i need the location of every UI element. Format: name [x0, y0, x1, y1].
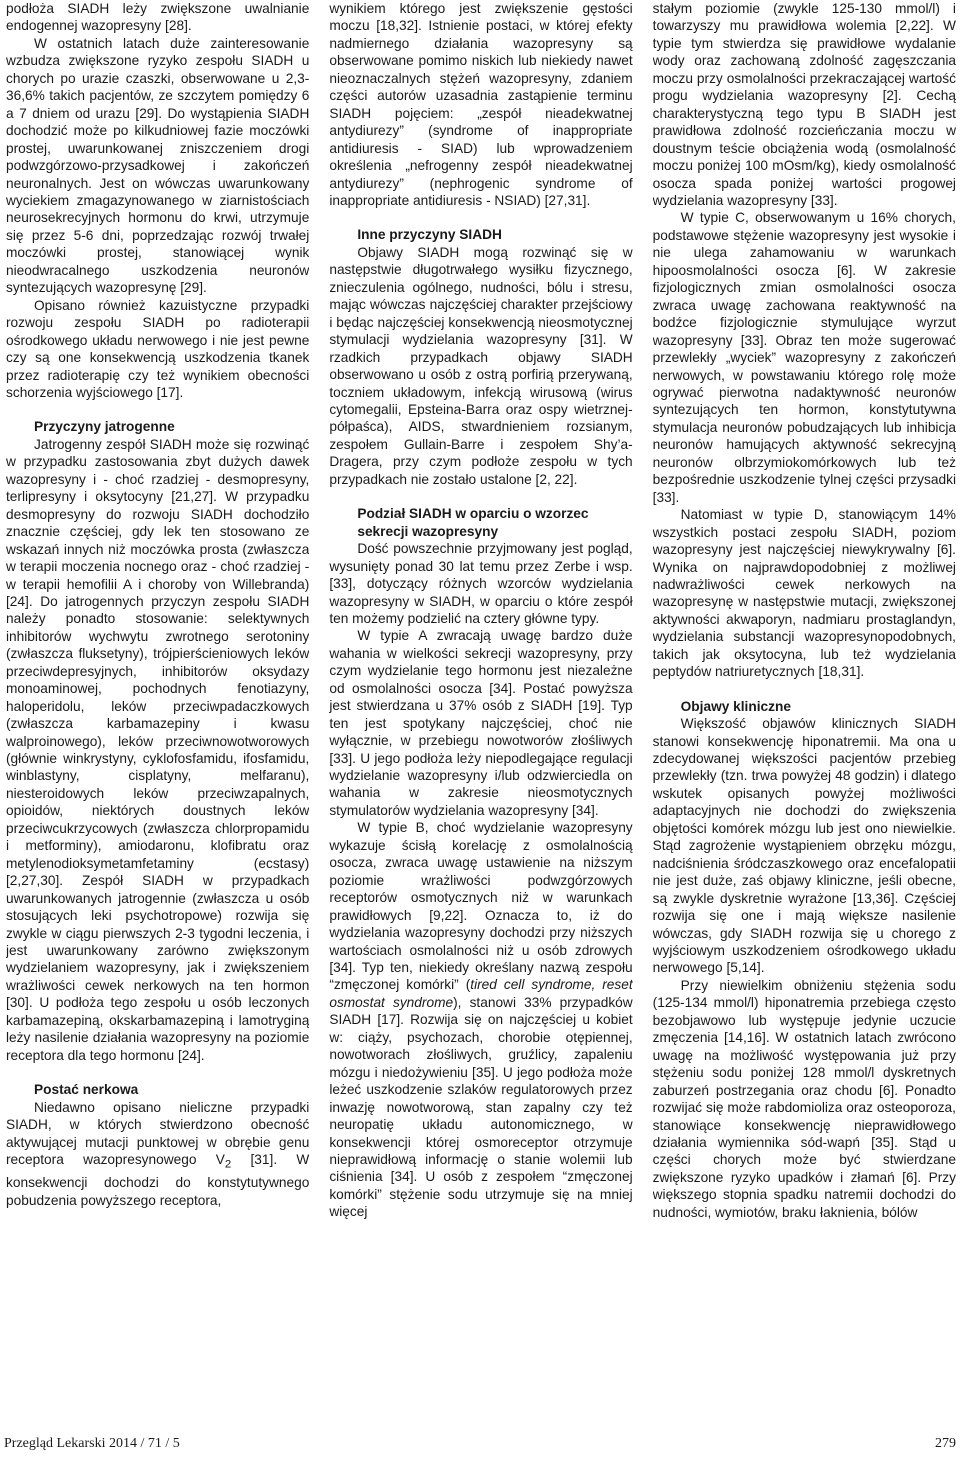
column-1	[6, 0, 309, 1418]
paragraph	[329, 819, 632, 1220]
paragraph: Natomiast w typie D, stanowiącym 14% wszystkich postaci zespołu SIADH, poziom wazopresyny jest najczęściej niewykrywalny [6]. Wynika on najprawdopodobniej z możliwej nadwrażliwości cewek nerkowych na wazopresynę w następstwie mutacji, zwiększonej aktywności akwaporyn, nadmiaru prostaglandyn, wydzielania substancji wazopresynopodobnych, takich jak oksytocyna, lub też wydzielania peptydów natriuretycznych [18,31].	[652, 507, 956, 680]
journal-citation: Przegląd Lekarski 2014 / 71 / 5	[4, 1436, 180, 1451]
paragraph: stałym poziomie (zwykle 125-130 mmol/l) i towarzyszy mu prawidłowa wolemia [2,22]. W typie tym stwierdza się prawidłowe wydalanie wody oraz zachowaną zdolność zagęszczania moczu przy osmolalności przekraczającej wartość progu wydzielania wazopresyny [2]. Cechą charakterystyczną tego typu B SIADH jest prawidłowa zdolność rozcieńczania moczu w doustnym teście obciążenia wodą (osmolalność moczu poniżej 100 mOsm/kg), kiedy osmolalność osocza spada poniżej wartości progowej wydzielania wazopresyny [33].	[652, 1, 956, 208]
paragraph: W typie A zwracają uwagę bardzo duże wahania w wielkości sekrecji wazopresyny, przy czym wydzielanie tego hormonu jest niezależne od osmolalności osocza [34]. Postać powyższa jest stwierdzana u 37% osób z SIADH [19]. Typ ten jest spotykany najczęściej, choć nie wyłącznie, w przebiegu nowotworów złośliwych [33]. U jego podłoża leży niepodlegające regulacji wydzielanie wazopresyny i/lub odzwierciedla on wahania w zakresie nieosmotycznych stymulatorów wydzielania wazopresyny [34].	[329, 628, 633, 818]
section-heading: Inne przyczyny SIADH	[357, 227, 502, 243]
paragraph: Opisano również kazuistyczne przypadki rozwoju zespołu SIADH po radioterapii ośrodkowego układu nerwowego i nie jest pewne czy są one konsekwencją uszkodzenia tkanek przez radioterapię czy też wynikiem obecności schorzenia wyjściowego [17].	[6, 297, 310, 400]
paragraph: Przy niewielkim obniżeniu stężenia sodu (125-134 mmol/l) hiponatremia przebiega często bezobjawowo lub występuje jedynie uczucie zmęczenia [14,16]. W ostatnich latach zwrócono uwagę na możliwość występowania już przy stężeniu sodu poniżej 128 mmol/l dyskretnych zaburzeń postrzegania oraz chodu [6]. Ponadto rozwijać się może rabdomioliza oraz osteoporoza, stanowiące konsekwencję nieprawidłowego działania wymiennika sód-wapń [35]. Stąd u części chorych może być stwierdzane zwiększone ryzyko upadków i złamań [6]. Przy większego stopnia spadku natremii dochodzi do nudności, wymiotów, braku łaknienia, bólów	[652, 977, 956, 1220]
text-run: ), stanowi 33% przypadków SIADH [17]. Rozwija się on najczęściej u kobiet w: ciąży, psychozach, chorobie otępiennej, nowotworach złośliwych, gruźlicy, zapaleniu mózgu i niedożywieniu [35]. U jego podłoża może leżeć uszkodzenie szlaków regulatorowych przez inwazję nowotworową, stan zapalny czy też neuropatię układu autonomicznego, w konsekwencji której osmoreceptor otrzymuje nieprawidłową informację o stanie wolemii lub ciśnienia [34]. U osób z zespołem “zmęczonej komórki” stężenie sodu utrzymuje się na mniej więcej	[329, 994, 633, 1220]
paragraph: Większość objawów klinicznych SIADH stanowi konsekwencję hiponatremii. Ma ona u zdecydowanej większości pacjentów przebieg przewlekły (tzn. trwa powyżej 48 godzin) i dlatego wskutek opisanych powyżej możliwości adaptacyjnych nie dochodzi do zwiększenia objętości komórek mózgu lub jest ono niewielkie. Stąd zagrożenie wystąpieniem obrzęku mózgu, nadciśnienia śródczaszkowego oraz encefalopatii nie jest duże, zaś objawy kliniczne, jeśli obecne, są zwykle dyskretnie wyrażone [13,36]. Częściej rozwija się one i mają większe nasilenie wówczas, gdy SIADH rozwija się u chorego z wyjściowym uszkodzeniem ośrodkowego układu nerwowego [5,14].	[652, 716, 956, 976]
paragraph: podłoża SIADH leży zwiększone uwalnianie endogennej wazopresyny [28].	[6, 1, 310, 34]
section-heading: Objawy kliniczne	[680, 698, 791, 714]
page-number: 279	[935, 1436, 956, 1451]
paragraph: Objawy SIADH mogą rozwinąć się w następstwie długotrwałego wysiłku fizycznego, znieczulenia ogólnego, nudności, bólu i stresu, mając wówczas najczęściej charakter przejściowy i będąc najczęściej konsekwencją nieosmotycznej stymulacji wydzielania wazopresyny [31]. W rzadkich przypadkach objawy SIADH obserwowano u osób z ostrą porfirią przerywaną, toczniem układowym, infekcją wirusową (wirus cytomegalii, Epsteina-Barra oraz ospy wietrznej-półpaśca), AIDS, stwardnieniem rozsianym, zespołem Gullain-Barre i zespołem Shy’a-Dragera, przy czym podłoże zespołu w tych przypadkach nie zostało ustalone [2, 22].	[329, 244, 633, 487]
column-3	[653, 0, 956, 1418]
paragraph	[6, 1099, 309, 1209]
subscript: 2	[224, 1158, 232, 1171]
text-run: [31]. W konsekwencji dochodzi do konstytutywnego pobudzenia powyższego receptora,	[6, 1152, 310, 1208]
text-run: Niedawno opisano nieliczne przypadki SIADH, w których stwierdzono obecność aktywującej mutacji punktowej w obrębie genu receptora wazopresynowego V	[6, 1099, 310, 1167]
section-heading: Postać nerkowa	[34, 1082, 139, 1098]
section-heading: Przyczyny jatrogenne	[34, 419, 175, 435]
paragraph: W ostatnich latach duże zainteresowanie wzbudza zwiększone ryzyko zespołu SIADH u chorych po urazie czaszki, obserwowane u 2,3-36,6% takich pacjentów, ze szczytem pomiędzy 6 a 7 dniem od urazu [29]. Do wystąpienia SIADH dochodzić może po kilkudniowej fazie moczówki prostej, uwarunkowanej zniszczeniem drogi podwzgórzowo-przysadkowej i zakończeń neuronalnych. Jest on wówczas uwarunkowany wyciekiem zmagazynowanego w ziarnistościach neurosekrecyjnych hormonu do krwi, utrzymuje się przez 5-6 dni, poprzedzając rozwój trwałej moczówki prostej, stanowiącej wynik nieodwracalnego uszkodzenia neuronów syntezujących wazopresynę [29].	[6, 35, 310, 296]
section-heading: Podział SIADH w oparciu o wzorzec sekrecji wazopresyny	[357, 506, 589, 539]
text-run: W typie B, choć wydzielanie wazopresyny wykazuje ścisłą korelację z osmolalnością osocza, zwraca uwagę ustawienie na niższym poziomie wrażliwości podwzgórzowych receptorów osmotycznych niż w warunkach prawidłowych [9,22]. Oznacza to, iż do wydzielania wazopresyny dochodzi przy niższych wartościach osmolalności niż u osób zdrowych [34]. Typ ten, niekiedy określany nazwą zespołu “zmęczonej komórki” (	[329, 820, 633, 993]
paragraph: W typie C, obserwowanym u 16% chorych, podstawowe stężenie wazopresyny jest wysokie i nie ulega zahamowaniu w warunkach hipoosmolalności osocza [6]. W zakresie fizjologicznych zmian osmolalności osocza zwraca uwagę zachowana reaktywność na bodźce fizjologicznie stymulujące wyrzut wazopresyny [33]. Obraz ten może sugerować przewlekły „wyciek” wazopresyny z zakończeń nerwowych, w powstawaniu którego rolę może ogrywać pierwotna nadaktywność neuronów syntezujących ten hormon, konstytutywna stymulacja neuronów pobudzających lub inhibicja neuronów hamujących aktywność sekrecyjną neuronów olbrzymiokomórkowych lub też bezpośrednie uszkodzenie tylnej części przysadki [33].	[652, 210, 956, 505]
article-columns	[6, 0, 956, 1418]
paragraph: Dość powszechnie przyjmowany jest pogląd, wysunięty ponad 30 lat temu przez Zerbe i wsp. [33], dotyczący różnych wzorców wydzielania wazopresyny w SIADH, w oparciu o które zespół ten możemy podzielić na cztery główne typy.	[329, 541, 633, 626]
italic-term: tired cell syndrome, reset osmostat syndrome	[329, 977, 633, 1010]
page-footer	[0, 1436, 960, 1454]
paragraph: wynikiem którego jest zwiększenie gęstości moczu [18,32]. Istnienie postaci, w której efekty nadmiernego działania wazopresyny są obserwowane pomimo niskich lub niekiedy nawet nieoznaczalnych stężeń wazopresyny, zdaniem części autorów uzasadnia zastąpienie terminu SIADH pojęciem: „zespół nieadekwatnej antydiurezy” (syndrome of inappropriate antidiuresis - SIAD) lub wprowadzeniem określenia „nefrogenny zespół nieadekwatnej antydiurezy” (nephrogenic syndrome of inappropriate antidiuresis - NSIAD) [27,31].	[329, 1, 633, 208]
paragraph: Jatrogenny zespół SIADH może się rozwinąć w przypadku zastosowania zbyt dużych dawek wazopresyny i - choć rzadziej - desmopresyny, terlipresyny i oksytocyny [21,27]. W przypadku desmopresyny do rozwoju SIADH dochodziło znacznie częściej, gdy lek ten stosowano ze wskazań innych niż moczówka prosta (zwłaszcza w terapii moczenia nocnego oraz - choć rzadziej - w terapii hemofilii A i choroby von Willebranda) [24]. Do jatrogennych przyczyn zespołu SIADH należy ponadto stosowanie: selektywnych inhibitorów wychwytu zwrotnego serotoniny (zwłaszcza fluksetyny), trójpierścieniowych leków przeciwdepresyjnych, inhibitorów oksydazy monoaminowej, pochodnych fenotiazyny, haloperidolu, leków przeciwpadaczkowych (zwłaszcza karbamazepiny i kwasu walproinowego), leków przeciwnowotworowych (głównie winkrystyny, cyklofosfamidu, ifosfamidu, winblastyny, cisplatyny, melfaranu), niesteroidowych leków przeciwzapalnych, opioidów, niektórych doustnych leków przeciwcukrzycowych (zwłaszcza chlorpropamidu i metforminy), amiodaronu, klofibratu oraz metylenodioksymetamfetaminy (ecstasy) [2,27,30]. Zespół SIADH w przypadkach uwarunkowanych jatrogennie (zwłaszcza u osób stosujących leki psychotropowe) rozwija się zwykle w ciągu pierwszych 2-3 tygodni leczenia, i jest uwarunkowany zarówno zwiększonym wydzielaniem wazopresyny, jak i zwiększeniem wrażliwości cewek nerkowych na ten hormon [30]. U podłoża tego zespołu u osób leczonych karbamazepiną, okskarbamazepiną i lamotryginą leży nasilenie działania wazopresyny na poziomie receptora dla tego hormonu [24].	[6, 436, 310, 1063]
column-2	[329, 0, 632, 1418]
